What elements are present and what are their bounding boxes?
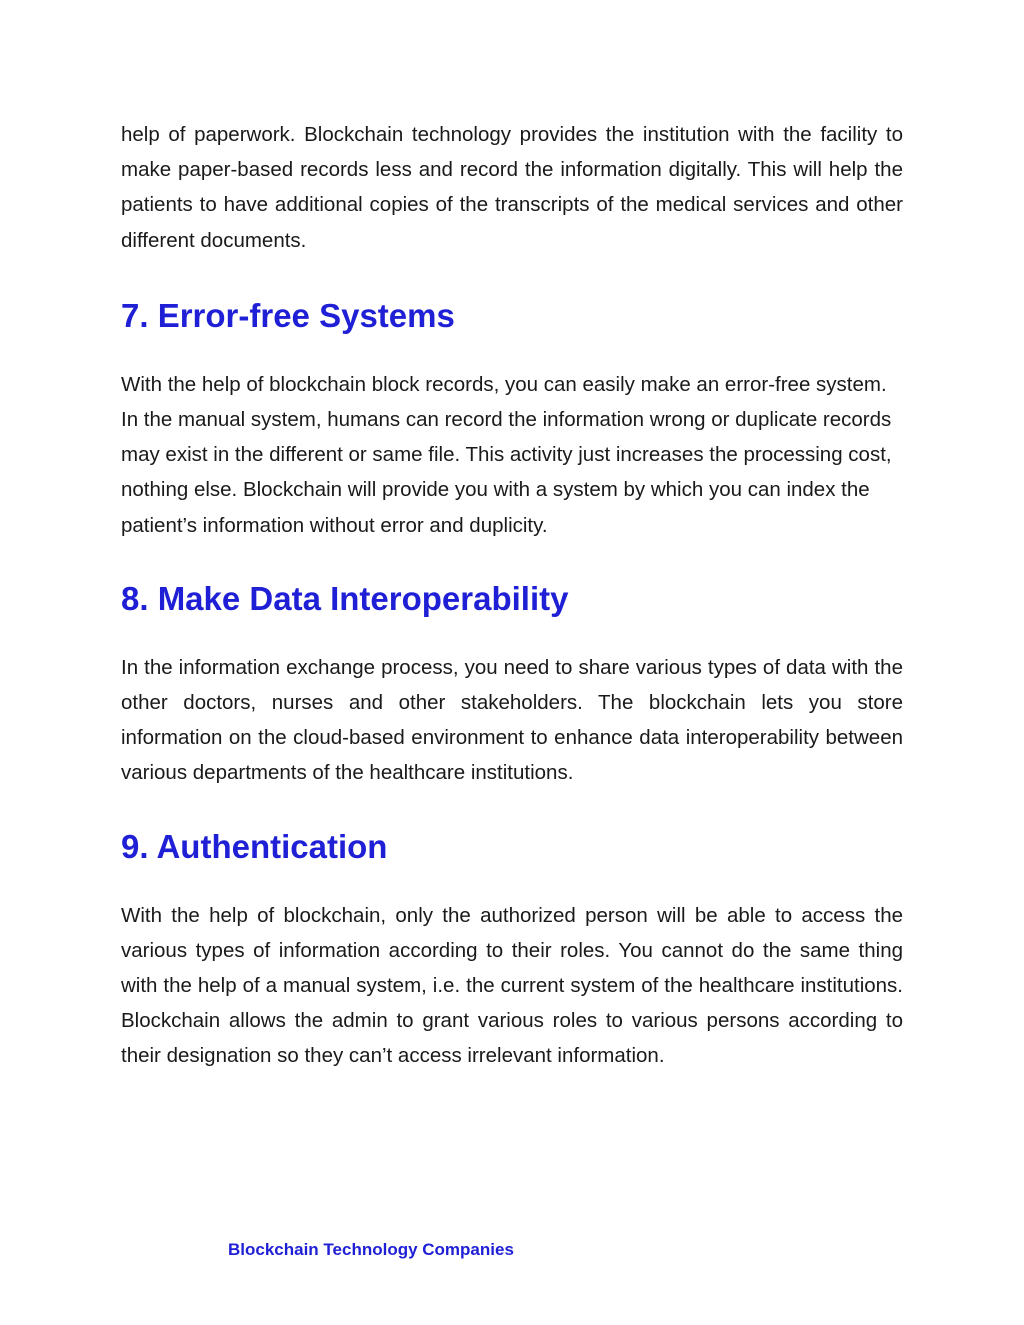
error-free-paragraph: With the help of blockchain block records, you can easily make an error-free system. In the manual system, humans can record the information wrong or duplicate records may exist in the different or same file. This activity just increases the processing cost, nothing else. Blockchain will provide you with a system by which you can index the patient’s information without error and duplicity. bbox=[121, 372, 892, 537]
authentication-paragraph: With the help of blockchain, only the authorized person will be able to access the various types of information according to their roles. You cannot do the same thing with the help of a manual system, i.e. the current system of the healthcare institutions. Blockchain allows the admin to grant various roles to various persons according to their designation so they can’t access irrelevant information. bbox=[121, 903, 903, 1068]
section-heading-authentication: 9. Authentication bbox=[121, 827, 388, 865]
section-heading-error-free-systems: 7. Error-free Systems bbox=[121, 296, 455, 334]
interoperability-paragraph: In the information exchange process, you need to share various types of data with the other doctors, nurses and other stakeholders. The blockchain lets you store information on the cloud-based environment to enhance data interoperability between various departments of the healthcare institutions. bbox=[121, 655, 903, 785]
intro-paragraph: help of paperwork. Blockchain technology provides the institution with the facility to make paper-based records less and record the information digitally. This will help the patients to have additional copies of the transcripts of the medical services and other different documents. bbox=[121, 123, 903, 252]
document-page bbox=[121, 117, 903, 1074]
footer-label: Blockchain Technology Companies bbox=[228, 1240, 514, 1259]
section-heading-data-interoperability: 8. Make Data Interoperability bbox=[121, 579, 569, 617]
